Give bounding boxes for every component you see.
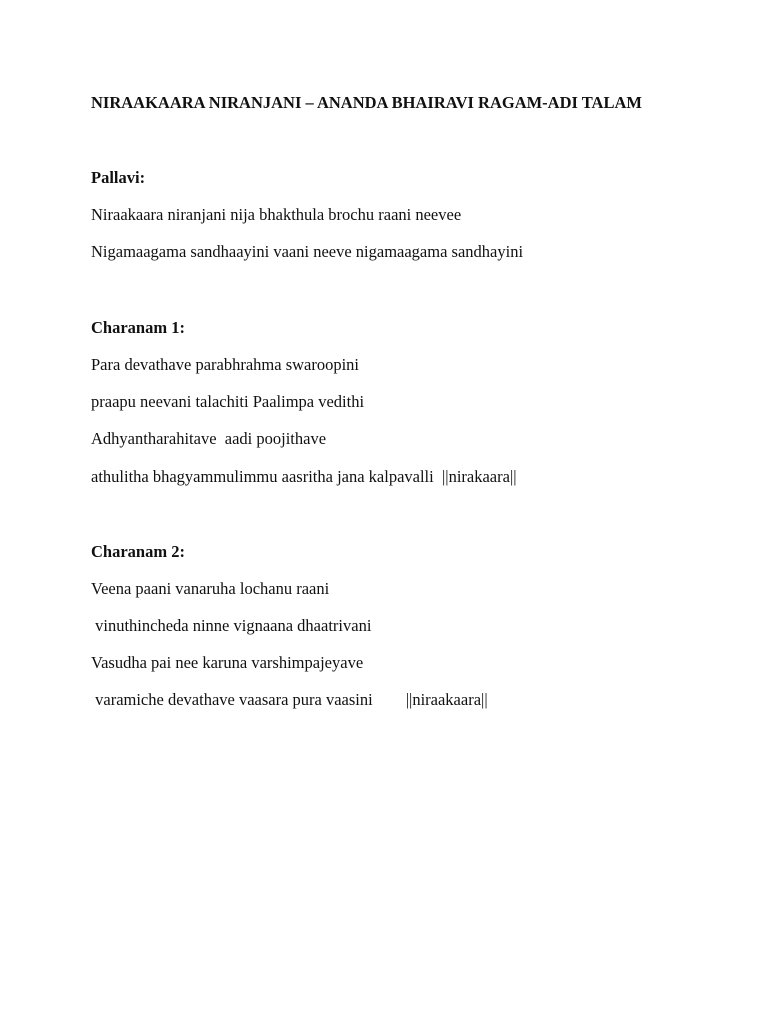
pallavi-line-1: Niraakaara niranjani nija bhakthula brochu raani neevee bbox=[91, 205, 462, 224]
charanam2-line-1: Veena paani vanaruha lochanu raani bbox=[91, 579, 330, 598]
charanam2-line-3: Vasudha pai nee karuna varshimpajeyave bbox=[91, 653, 364, 672]
charanam1-heading: Charanam 1: bbox=[91, 318, 185, 337]
document-title: NIRAAKAARA NIRANJANI – ANANDA BHAIRAVI RAGAM-ADI TALAM bbox=[91, 93, 642, 112]
charanam1-line-1: Para devathave parabhrahma swaroopini bbox=[91, 355, 360, 374]
charanam1-line-2: praapu neevani talachiti Paalimpa vedithi bbox=[91, 392, 365, 411]
charanam1-line-4: athulitha bhagyammulimmu aasritha jana kalpavalli ||nirakaara|| bbox=[91, 467, 517, 486]
charanam2-heading: Charanam 2: bbox=[91, 542, 185, 561]
charanam2-line-2: vinuthincheda ninne vignaana dhaatrivani bbox=[91, 616, 372, 635]
pallavi-heading: Pallavi: bbox=[91, 168, 146, 187]
pallavi-line-2: Nigamaagama sandhaayini vaani neeve nigamaagama sandhayini bbox=[91, 242, 524, 261]
charanam2-line-4: varamiche devathave vaasara pura vaasini ||niraakaara|| bbox=[91, 690, 488, 709]
charanam1-line-3: Adhyantharahitave aadi poojithave bbox=[91, 429, 327, 448]
